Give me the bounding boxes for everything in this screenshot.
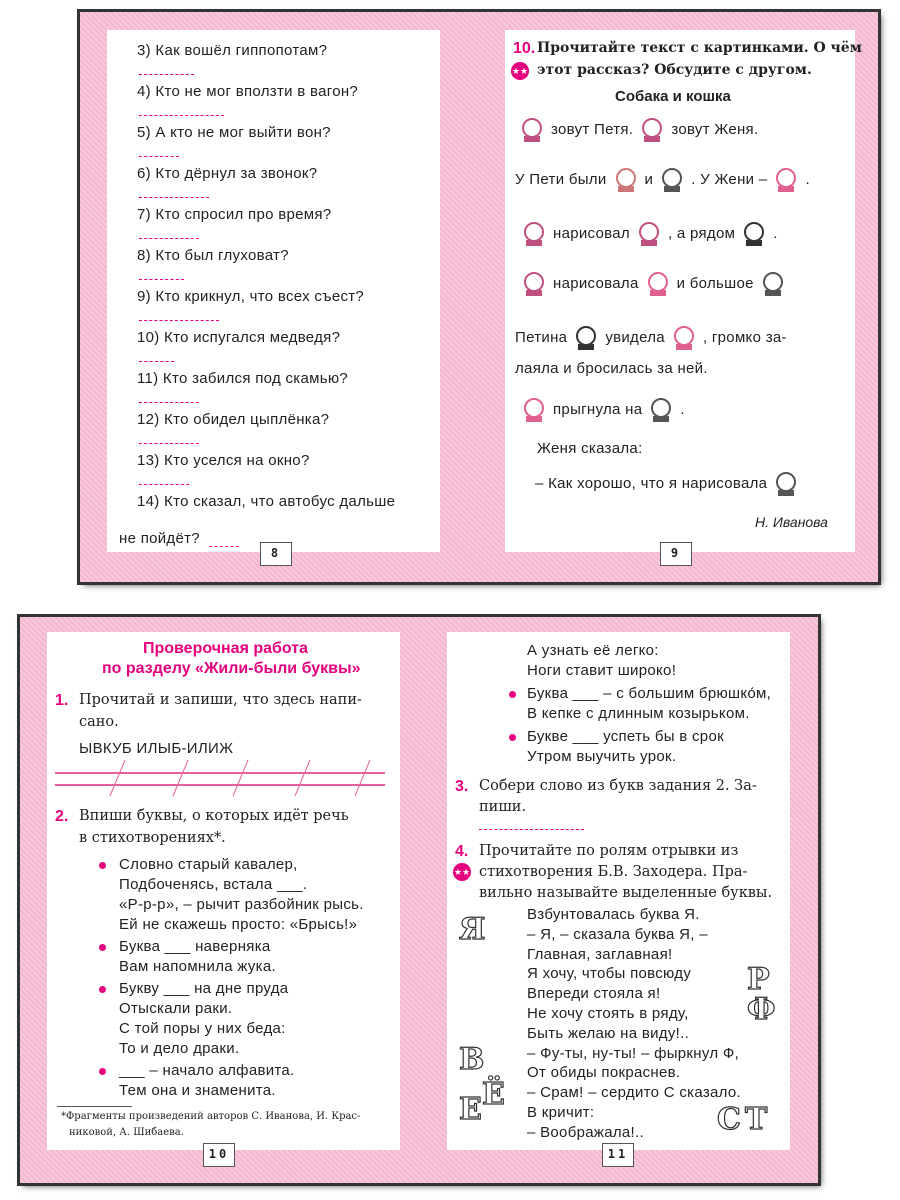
task-text: Впиши буквы, о которых идёт речь — [79, 808, 349, 824]
poem-line: Вам напомнила жука. — [119, 958, 276, 975]
verse-line: От обиды покраснев. — [527, 1064, 681, 1082]
poem-line: Букве ___ успеть бы в срок — [527, 728, 724, 745]
poem-line: Словно старый кавалер, — [119, 856, 298, 873]
letter-character: Я — [459, 912, 486, 947]
task-text: Собери слово из букв задания 2. За- — [479, 778, 757, 794]
verse-line: Я хочу, чтобы повсюду — [527, 965, 692, 983]
story-text: и большое — [676, 274, 754, 292]
story-line — [515, 360, 708, 377]
question: 12) Кто обидел цыплёнка? — [137, 411, 330, 428]
puzzle-text: ЫВКУБ ИЛЫБ-ИЛИЖ — [79, 740, 234, 757]
story-text: увидела — [605, 328, 665, 346]
letter-character: В — [459, 1042, 485, 1077]
page-number-10: 10 — [203, 1143, 235, 1167]
bullet-icon — [99, 944, 106, 951]
page-number-9: 9 — [660, 542, 692, 566]
task-text: в стихотворениях*. — [79, 830, 226, 846]
illustration-icon — [646, 396, 676, 424]
test-subtitle: по разделу «Жили-были буквы» — [102, 660, 361, 677]
poem-line: Подбоченясь, встала ___. — [119, 876, 308, 893]
pair-work-icon: ★★ — [453, 863, 471, 881]
story-text: , громко за- — [702, 328, 787, 346]
question: 14) Кто сказал, что автобус дальше — [137, 493, 396, 510]
page-number-8: 8 — [260, 542, 292, 566]
illustration-icon — [758, 270, 788, 298]
page-11 — [447, 632, 790, 1150]
poem-line: В кепке с длинным козырьком. — [527, 705, 750, 722]
question: 7) Кто спросил про время? — [137, 206, 332, 223]
verse-line: – Срам! – сердито С сказало. — [527, 1084, 741, 1102]
story-line: нарисовал , а рядом . — [515, 220, 778, 248]
illustration-icon — [571, 324, 601, 352]
page-8 — [107, 30, 440, 552]
poem-line: Утром выучить урок. — [527, 748, 677, 765]
story-line — [537, 440, 643, 457]
letter-character: Е — [459, 1092, 482, 1127]
task-text: этот рассказ? Обсудите с другом. — [537, 62, 812, 78]
task-number: 2. — [55, 808, 69, 825]
footnote: *Фрагменты произведений авторов С. Иванова, И. Крас- — [61, 1111, 361, 1122]
verse-line: Быть желаю на виду!.. — [527, 1024, 690, 1042]
verse-line: Не хочу стоять в ряду, — [527, 1005, 689, 1022]
story-line — [515, 270, 792, 298]
task-number: 10. — [513, 40, 536, 57]
poem-line: ___ – начало алфавита. — [119, 1062, 295, 1079]
story-text: Петина — [515, 328, 568, 346]
poem-line: Ноги ставит широко! — [527, 662, 677, 679]
illustration-icon — [611, 166, 641, 194]
poem-line: Букву ___ на дне пруда — [119, 980, 289, 997]
story-line — [515, 324, 787, 352]
letter-character: Ё — [482, 1077, 505, 1112]
question: 11) Кто забился под скамью? — [137, 370, 349, 387]
question: 10) Кто испугался медведя? — [137, 329, 341, 346]
task-text: Прочитай и запиши, что здесь напи- — [79, 692, 362, 708]
illustration-icon — [669, 324, 699, 352]
letter-character: Ф — [747, 992, 776, 1027]
illustration-icon — [643, 270, 673, 298]
story-line — [535, 470, 805, 498]
story-text: прыгнула на — [553, 400, 643, 418]
bullet-icon — [99, 1068, 106, 1075]
footnote: никовой, А. Шибаева. — [69, 1127, 184, 1138]
illustration-icon — [519, 220, 549, 248]
top-spread — [80, 12, 878, 582]
question: 4) Кто не мог вползти в вагон? — [137, 83, 359, 100]
story-line — [513, 116, 758, 144]
letter-character: С — [717, 1102, 741, 1137]
story-text: У Пети были — [515, 170, 607, 188]
bullet-icon — [509, 691, 516, 698]
story-title: Собака и кошка — [615, 88, 731, 105]
story-text: нарисовал — [553, 224, 630, 242]
illustration-icon — [519, 396, 549, 424]
story-text: лаяла и бросилась за ней. — [515, 360, 708, 377]
poem-line: «Р-р-р», – рычит разбойник рысь. — [119, 896, 364, 913]
bullet-icon — [99, 862, 106, 869]
story-text: и — [644, 170, 654, 188]
story-text: зовут Петя. — [551, 120, 634, 138]
letter-character: Т — [745, 1102, 768, 1137]
poem-line: А узнать её легко: — [527, 642, 659, 659]
illustration-icon — [657, 166, 687, 194]
letter-character: Р — [747, 962, 770, 997]
test-title: Проверочная работа — [143, 640, 309, 657]
illustration-icon — [739, 220, 769, 248]
story-line: У Пети были и . У Жени – . — [515, 166, 810, 194]
story-text: , а рядом — [667, 224, 736, 242]
question: 13) Кто уселся на окно? — [137, 452, 310, 469]
illustration-icon — [771, 470, 801, 498]
pair-work-icon: ★★ — [511, 62, 529, 80]
author: Н. Иванова — [755, 514, 828, 530]
verse-line: В кричит: — [527, 1104, 595, 1121]
poem-line: Отыскали раки. — [119, 1000, 233, 1017]
question-14-cont: не пойдёт? — [119, 530, 200, 547]
page-9 — [505, 30, 862, 552]
story-text: нарисовала — [553, 274, 639, 292]
writing-slant-lines — [55, 760, 390, 800]
verse-line: – Фу-ты, ну-ты! – фыркнул Ф, — [527, 1044, 740, 1062]
bullet-icon — [509, 734, 516, 741]
illustration-icon — [519, 270, 549, 298]
page-number-11: 11 — [602, 1143, 634, 1167]
task-text: стихотворения Б.В. Заходера. Пра- — [479, 864, 748, 880]
verse-line: – Я, – сказала буква Я, – — [527, 925, 708, 943]
poem-line: То и дело драки. — [119, 1040, 240, 1057]
poem-line: Тем она и знаменита. — [119, 1082, 276, 1099]
verse-line: – Воображала!.. — [527, 1123, 644, 1141]
bottom-spread — [20, 617, 818, 1183]
verse-line: Впереди стояла я! — [527, 985, 661, 1003]
task-text: вильно называйте выделенные буквы. — [479, 885, 773, 901]
story-line: прыгнула на . — [515, 396, 685, 424]
task-text: сано. — [79, 714, 119, 730]
poem-line: С той поры у них беда: — [119, 1020, 286, 1037]
story-text: зовут Женя. — [671, 120, 759, 138]
illustration-icon — [517, 116, 547, 144]
poem-line: Буква ___ наверняка — [119, 938, 271, 955]
illustration-icon — [637, 116, 667, 144]
poem-line: Буква ___ – с большим брюшко́м, — [527, 685, 772, 702]
illustration-icon — [634, 220, 664, 248]
illustration-icon — [771, 166, 801, 194]
question: 9) Кто крикнул, что всех съест? — [137, 288, 365, 305]
question: 8) Кто был глуховат? — [137, 247, 289, 264]
story-text: Женя сказала: — [537, 440, 643, 457]
task-number: 4. — [455, 843, 469, 860]
verse-line: Главная, заглавная! — [527, 945, 673, 963]
task-number: 1. — [55, 692, 69, 709]
question: 6) Кто дёрнул за звонок? — [137, 165, 318, 182]
bullet-icon — [99, 986, 106, 993]
verse-line: Взбунтовалась буква Я. — [527, 906, 700, 923]
poem-line: Ей не скажешь просто: «Брысь!» — [119, 916, 358, 933]
task-number: 3. — [455, 778, 469, 795]
question: 3) Как вошёл гиппопотам? — [137, 42, 328, 59]
story-text: . У Жени – — [691, 170, 768, 188]
task-text: Прочитайте текст с картинками. О чём — [537, 40, 862, 56]
task-text: пиши. — [479, 799, 527, 815]
page-10 — [47, 632, 400, 1150]
question: 5) А кто не мог выйти вон? — [137, 124, 331, 141]
task-text: Прочитайте по ролям отрывки из — [479, 843, 739, 859]
story-text: – Как хорошо, что я нарисовала — [535, 474, 768, 492]
